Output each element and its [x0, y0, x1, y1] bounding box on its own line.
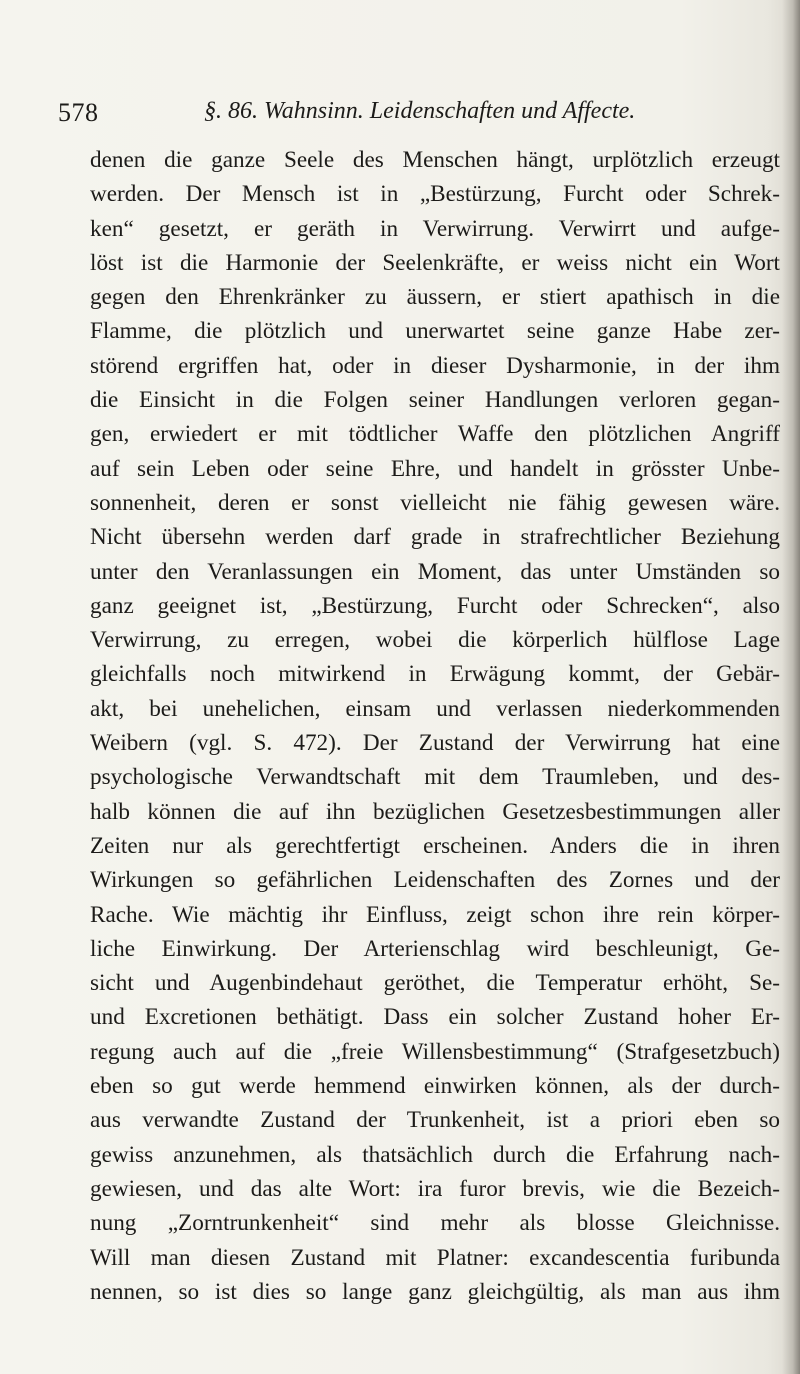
text-line: Wirkungen so gefährlichen Leidenschaften des Zornes und der [90, 867, 780, 894]
text-line: und Excretionen bethätigt. Dass ein solcher Zustand hoher Er- [90, 1004, 780, 1031]
text-line: gen, erwiedert er mit tödtlicher Waffe den plötzlichen Angriff [90, 421, 780, 448]
text-line: Nicht übersehn werden darf grade in strafrechtlicher Beziehung [90, 524, 780, 551]
text-line: liche Einwirkung. Der Arterienschlag wird beschleunigt, Ge- [90, 935, 780, 962]
text-line: Rache. Wie mächtig ihr Einfluss, zeigt schon ihre rein körper- [90, 901, 780, 928]
text-line: gleichfalls noch mitwirkend in Erwägung kommt, der Gebär- [90, 661, 780, 688]
text-line: ganz geeignet ist, „Bestürzung, Furcht oder Schrecken“, also [90, 592, 780, 619]
text-line: die Einsicht in die Folgen seiner Handlungen verloren gegan- [90, 387, 780, 414]
text-line: Verwirrung, zu erregen, wobei die körperlich hülflose Lage [90, 627, 780, 654]
text-line: gegen den Ehrenkränker zu äussern, er stiert apathisch in die [90, 284, 780, 311]
text-line: aus verwandte Zustand der Trunkenheit, ist a priori eben so [90, 1107, 780, 1134]
page-number: 578 [58, 98, 99, 127]
text-line: gewiss anzunehmen, als thatsächlich durch die Erfahrung nach- [90, 1141, 780, 1168]
text-line: Zeiten nur als gerechtfertigt erscheinen. Anders die in ihren [90, 832, 780, 859]
text-line: halb können die auf ihn bezüglichen Gesetzesbestimmungen aller [90, 798, 780, 825]
page-edge-shadow [782, 0, 800, 1374]
text-line: löst ist die Harmonie der Seelenkräfte, er weiss nicht ein Wort [90, 249, 780, 276]
text-line: Will man diesen Zustand mit Platner: excandescentia furibunda [90, 1244, 780, 1271]
body-text [90, 143, 780, 1309]
text-line: nung „Zorntrunkenheit“ sind mehr als blosse Gleichnisse. [90, 1210, 780, 1237]
text-line: sonnenheit, deren er sonst vielleicht nie fähig gewesen wäre. [90, 489, 780, 516]
page-header [58, 98, 758, 138]
text-line: denen die ganze Seele des Menschen hängt, urplötzlich erzeugt [90, 147, 780, 173]
text-line: Weibern (vgl. S. 472). Der Zustand der Verwirrung hat eine [90, 730, 780, 757]
running-title: §. 86. Wahnsinn. Leidenschaften und Affecte. [204, 98, 636, 124]
text-line: sicht und Augenbindehaut geröthet, die Temperatur erhöht, Se- [90, 970, 780, 997]
text-line: gewiesen, und das alte Wort: ira furor brevis, wie die Bezeich- [90, 1175, 780, 1202]
text-line: auf sein Leben oder seine Ehre, und handelt in grösster Unbe- [90, 455, 780, 482]
text-line: unter den Veranlassungen ein Moment, das unter Umständen so [90, 558, 780, 585]
text-line: störend ergriffen hat, oder in dieser Dysharmonie, in der ihm [90, 352, 780, 379]
text-line: psychologische Verwandtschaft mit dem Traumleben, und des- [90, 764, 780, 791]
text-line: regung auch auf die „freie Willensbestimmung“ (Strafgesetzbuch) [90, 1038, 780, 1065]
text-line: nennen, so ist dies so lange ganz gleichgültig, als man aus ihm [90, 1278, 780, 1305]
text-line: ken“ gesetzt, er geräth in Verwirrung. Verwirrt und aufge- [90, 215, 780, 242]
text-line: akt, bei unehelichen, einsam und verlassen niederkommenden [90, 695, 780, 722]
text-line: eben so gut werde hemmend einwirken können, als der durch- [90, 1073, 780, 1100]
text-line: werden. Der Mensch ist in „Bestürzung, Furcht oder Schrek- [90, 181, 780, 208]
text-line: Flamme, die plötzlich und unerwartet seine ganze Habe zer- [90, 318, 780, 345]
